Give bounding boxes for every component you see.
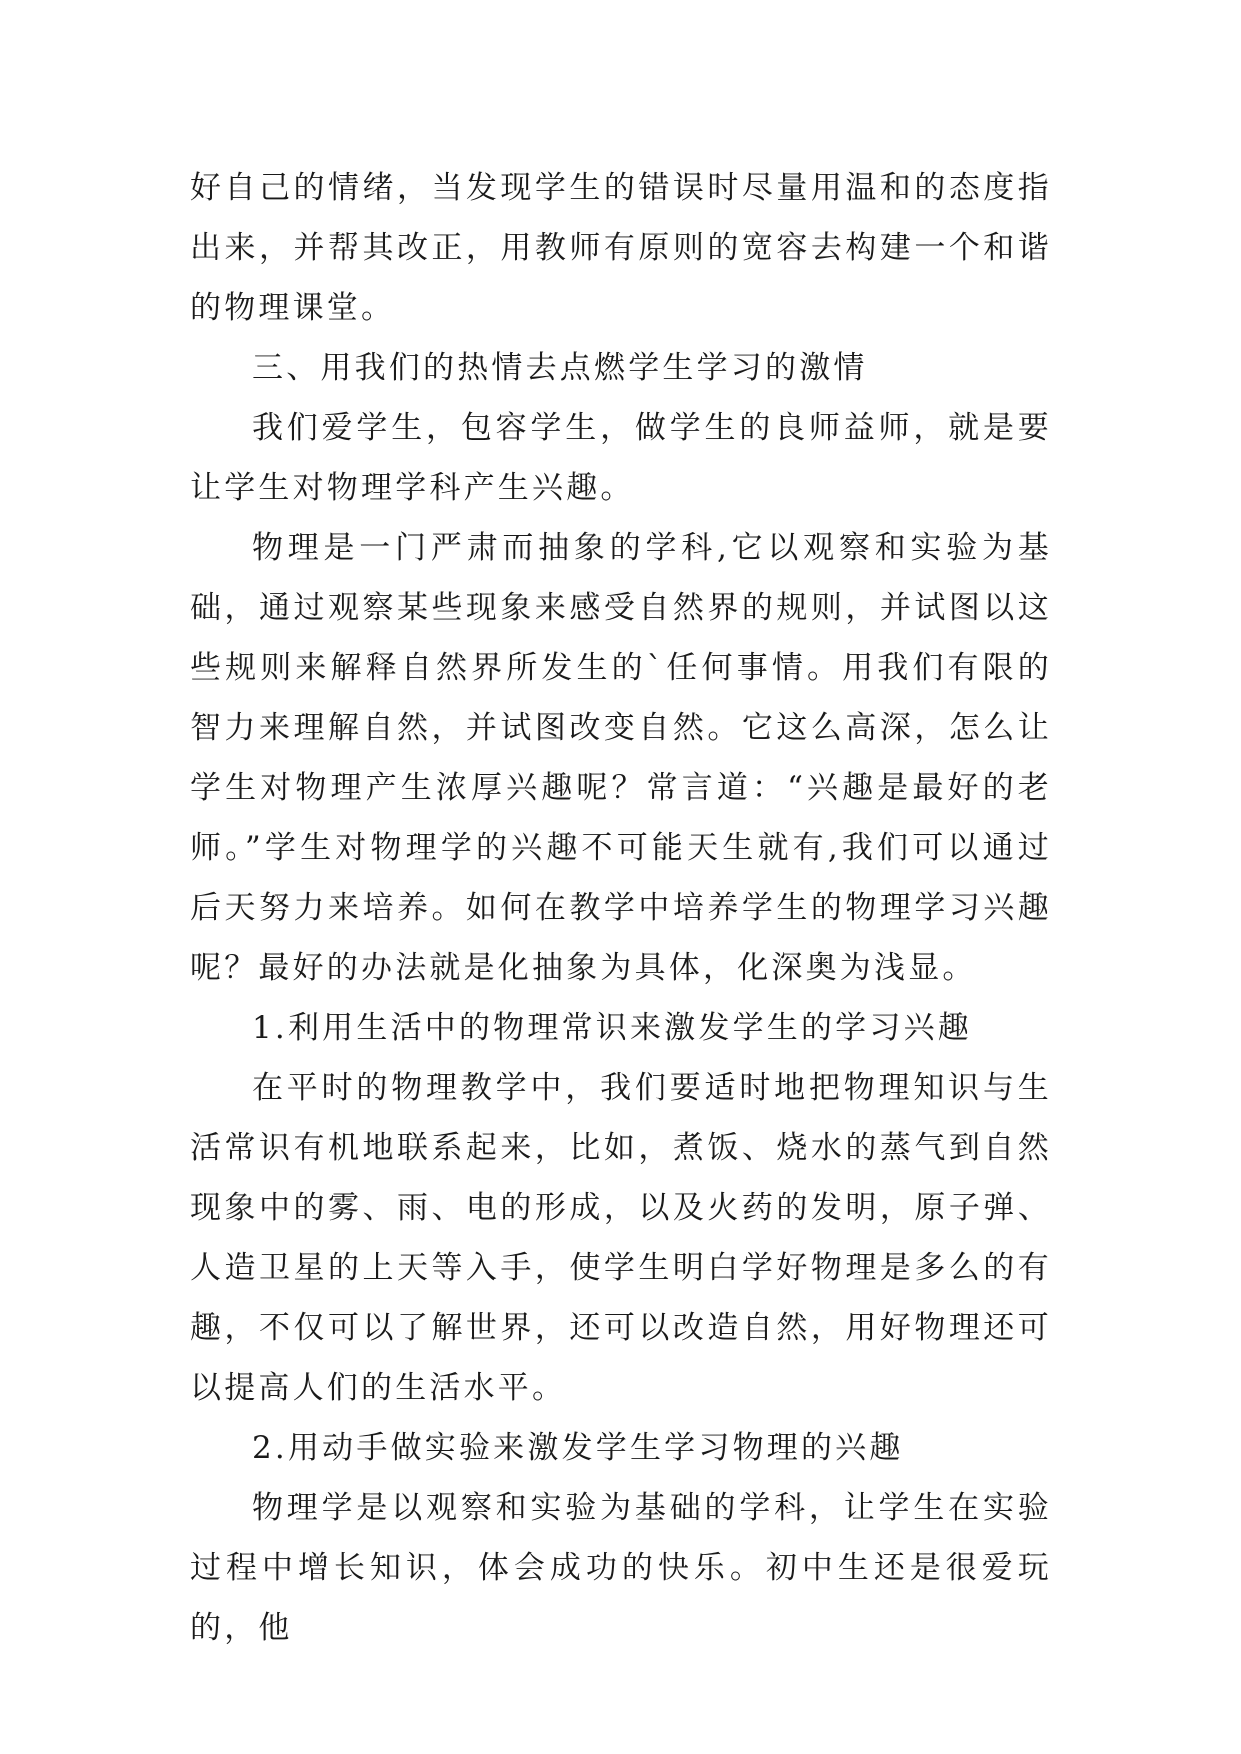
paragraph: 我们爱学生，包容学生，做学生的良师益师，就是要让学生对物理学科产生兴趣。 [190, 410, 1052, 506]
paragraph-continuation: 好自己的情绪，当发现学生的错误时尽量用温和的态度指出来，并帮其改正，用教师有原则的宽容去构建一个和谐的物理课堂。 [190, 170, 1052, 326]
subheading-1: 1.利用生活中的物理常识来激发学生的学习兴趣 [252, 1010, 972, 1046]
paragraph: 物理是一门严肃而抽象的学科,它以观察和实验为基础，通过观察某些现象来感受自然界的规则，并试图以这些规则来解释自然界所发生的`任何事情。用我们有限的智力来理解自然，并试图改变自然。它这么高深，怎么让学生对物理产生浓厚兴趣呢？常言道：“兴趣是最好的老师。”学生对物理学的兴趣不可能天生就有,我们可以通过后天努力来培养。如何在教学中培养学生的物理学习兴趣呢？最好的办法就是化抽象为具体，化深奥为浅显。 [190, 530, 1052, 986]
subheading-2: 2.用动手做实验来激发学生学习物理的兴趣 [252, 1430, 904, 1466]
paragraph: 物理学是以观察和实验为基础的学科，让学生在实验过程中增长知识，体会成功的快乐。初中生还是很爱玩的，他 [190, 1490, 1052, 1646]
section-heading-3: 三、用我们的热情去点燃学生学习的激情 [252, 350, 868, 386]
document-body [190, 158, 1052, 1658]
paragraph: 在平时的物理教学中，我们要适时地把物理知识与生活常识有机地联系起来，比如，煮饭、烧水的蒸气到自然现象中的雾、雨、电的形成，以及火药的发明，原子弹、人造卫星的上天等入手，使学生明白学好物理是多么的有趣，不仅可以了解世界，还可以改造自然，用好物理还可以提高人们的生活水平。 [190, 1070, 1052, 1406]
